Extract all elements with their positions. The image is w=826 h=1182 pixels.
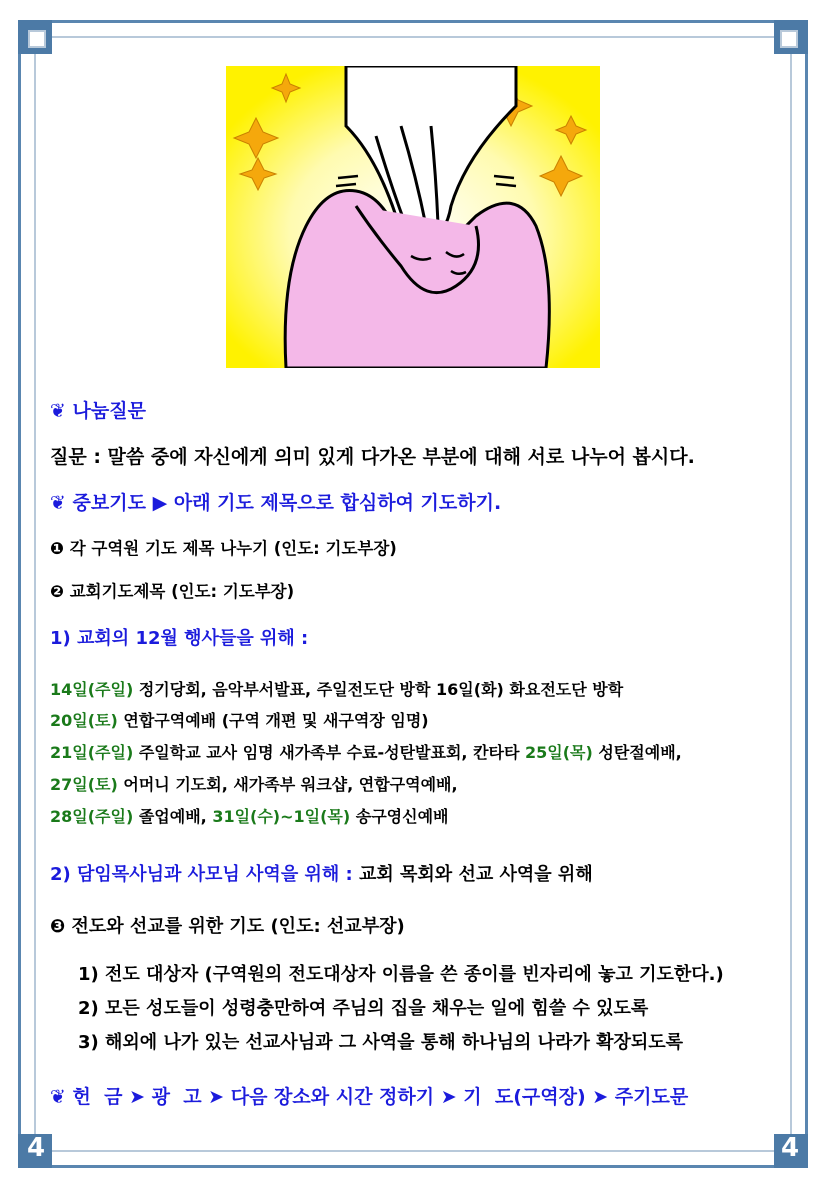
fleuron-icon: ❦ — [50, 492, 66, 514]
event-line-3: 21일(주일) 주일학교 교사 임명 새가족부 수료-성탄발표회, 칸타타 25일(목) 성탄절예배, — [50, 743, 682, 762]
prayer-title: 중보기도 — [72, 492, 146, 514]
fleuron-icon: ❦ — [50, 400, 66, 422]
prayer-heading — [50, 488, 501, 515]
meeting-order-text: 헌 금 ➤ 광 고 ➤ 다음 장소와 시간 정하기 ➤ 기 도(구역장) ➤ 주기도문 — [72, 1086, 689, 1108]
pastor-prayer-line: 2) 담임목사님과 사모님 사역을 위해 : 교회 목회와 선교 사역을 위해 — [50, 864, 593, 885]
corner-ornament-top-right — [774, 20, 808, 54]
event-line-1: 14일(주일) 정기당회, 음악부서발표, 주일전도단 방학 16일(화) 화요전도단 방학 — [50, 680, 624, 699]
mission-item-3: 3) 해외에 나가 있는 선교사님과 그 사역을 통해 하나님의 나라가 확장되도록 — [78, 1032, 684, 1053]
event-line-5: 28일(주일) 졸업예배, 31일(수)~1일(목) 송구영신예배 — [50, 807, 449, 826]
mission-item-2: 2) 모든 성도들이 성령충만하여 주님의 집을 채우는 일에 힘쓸 수 있도록 — [78, 998, 649, 1019]
event-line-2: 20일(토) 연합구역예배 (구역 개편 및 새구역장 임명) — [50, 711, 429, 730]
mission-item-1: 1) 전도 대상자 (구역원의 전도대상자 이름을 쓴 종이를 빈자리에 놓고 기도한다.) — [78, 964, 724, 985]
prayer-item-3: ❸ 전도와 선교를 위한 기도 (인도: 선교부장) — [50, 916, 405, 937]
prayer-item-2: ❷ 교회기도제목 (인도: 기도부장) — [50, 582, 295, 601]
page-number-left: 4 — [26, 1133, 46, 1163]
event-line-4: 27일(토) 어머니 기도회, 새가족부 워크샵, 연합구역예배, — [50, 775, 458, 794]
corner-ornament-top-left — [18, 20, 52, 54]
sharing-question: 질문 : 말씀 중에 자신에게 의미 있게 다가온 부분에 대해 서로 나누어 봅시다. — [50, 446, 695, 468]
fleuron-icon: ❦ — [50, 1086, 66, 1108]
page-number-right: 4 — [780, 1133, 800, 1163]
church-events-heading: 1) 교회의 12월 행사들을 위해 : — [50, 628, 309, 649]
play-arrow-icon: ▶ — [152, 492, 168, 514]
meeting-order-line — [50, 1082, 688, 1109]
prayer-item-1: ❶ 각 구역원 기도 제목 나누기 (인도: 기도부장) — [50, 539, 397, 558]
praying-person-illustration — [226, 66, 600, 368]
prayer-instruction: 아래 기도 제목으로 합심하여 기도하기. — [173, 492, 502, 514]
sharing-title: 나눔질문 — [72, 400, 146, 422]
sharing-heading — [50, 396, 146, 423]
